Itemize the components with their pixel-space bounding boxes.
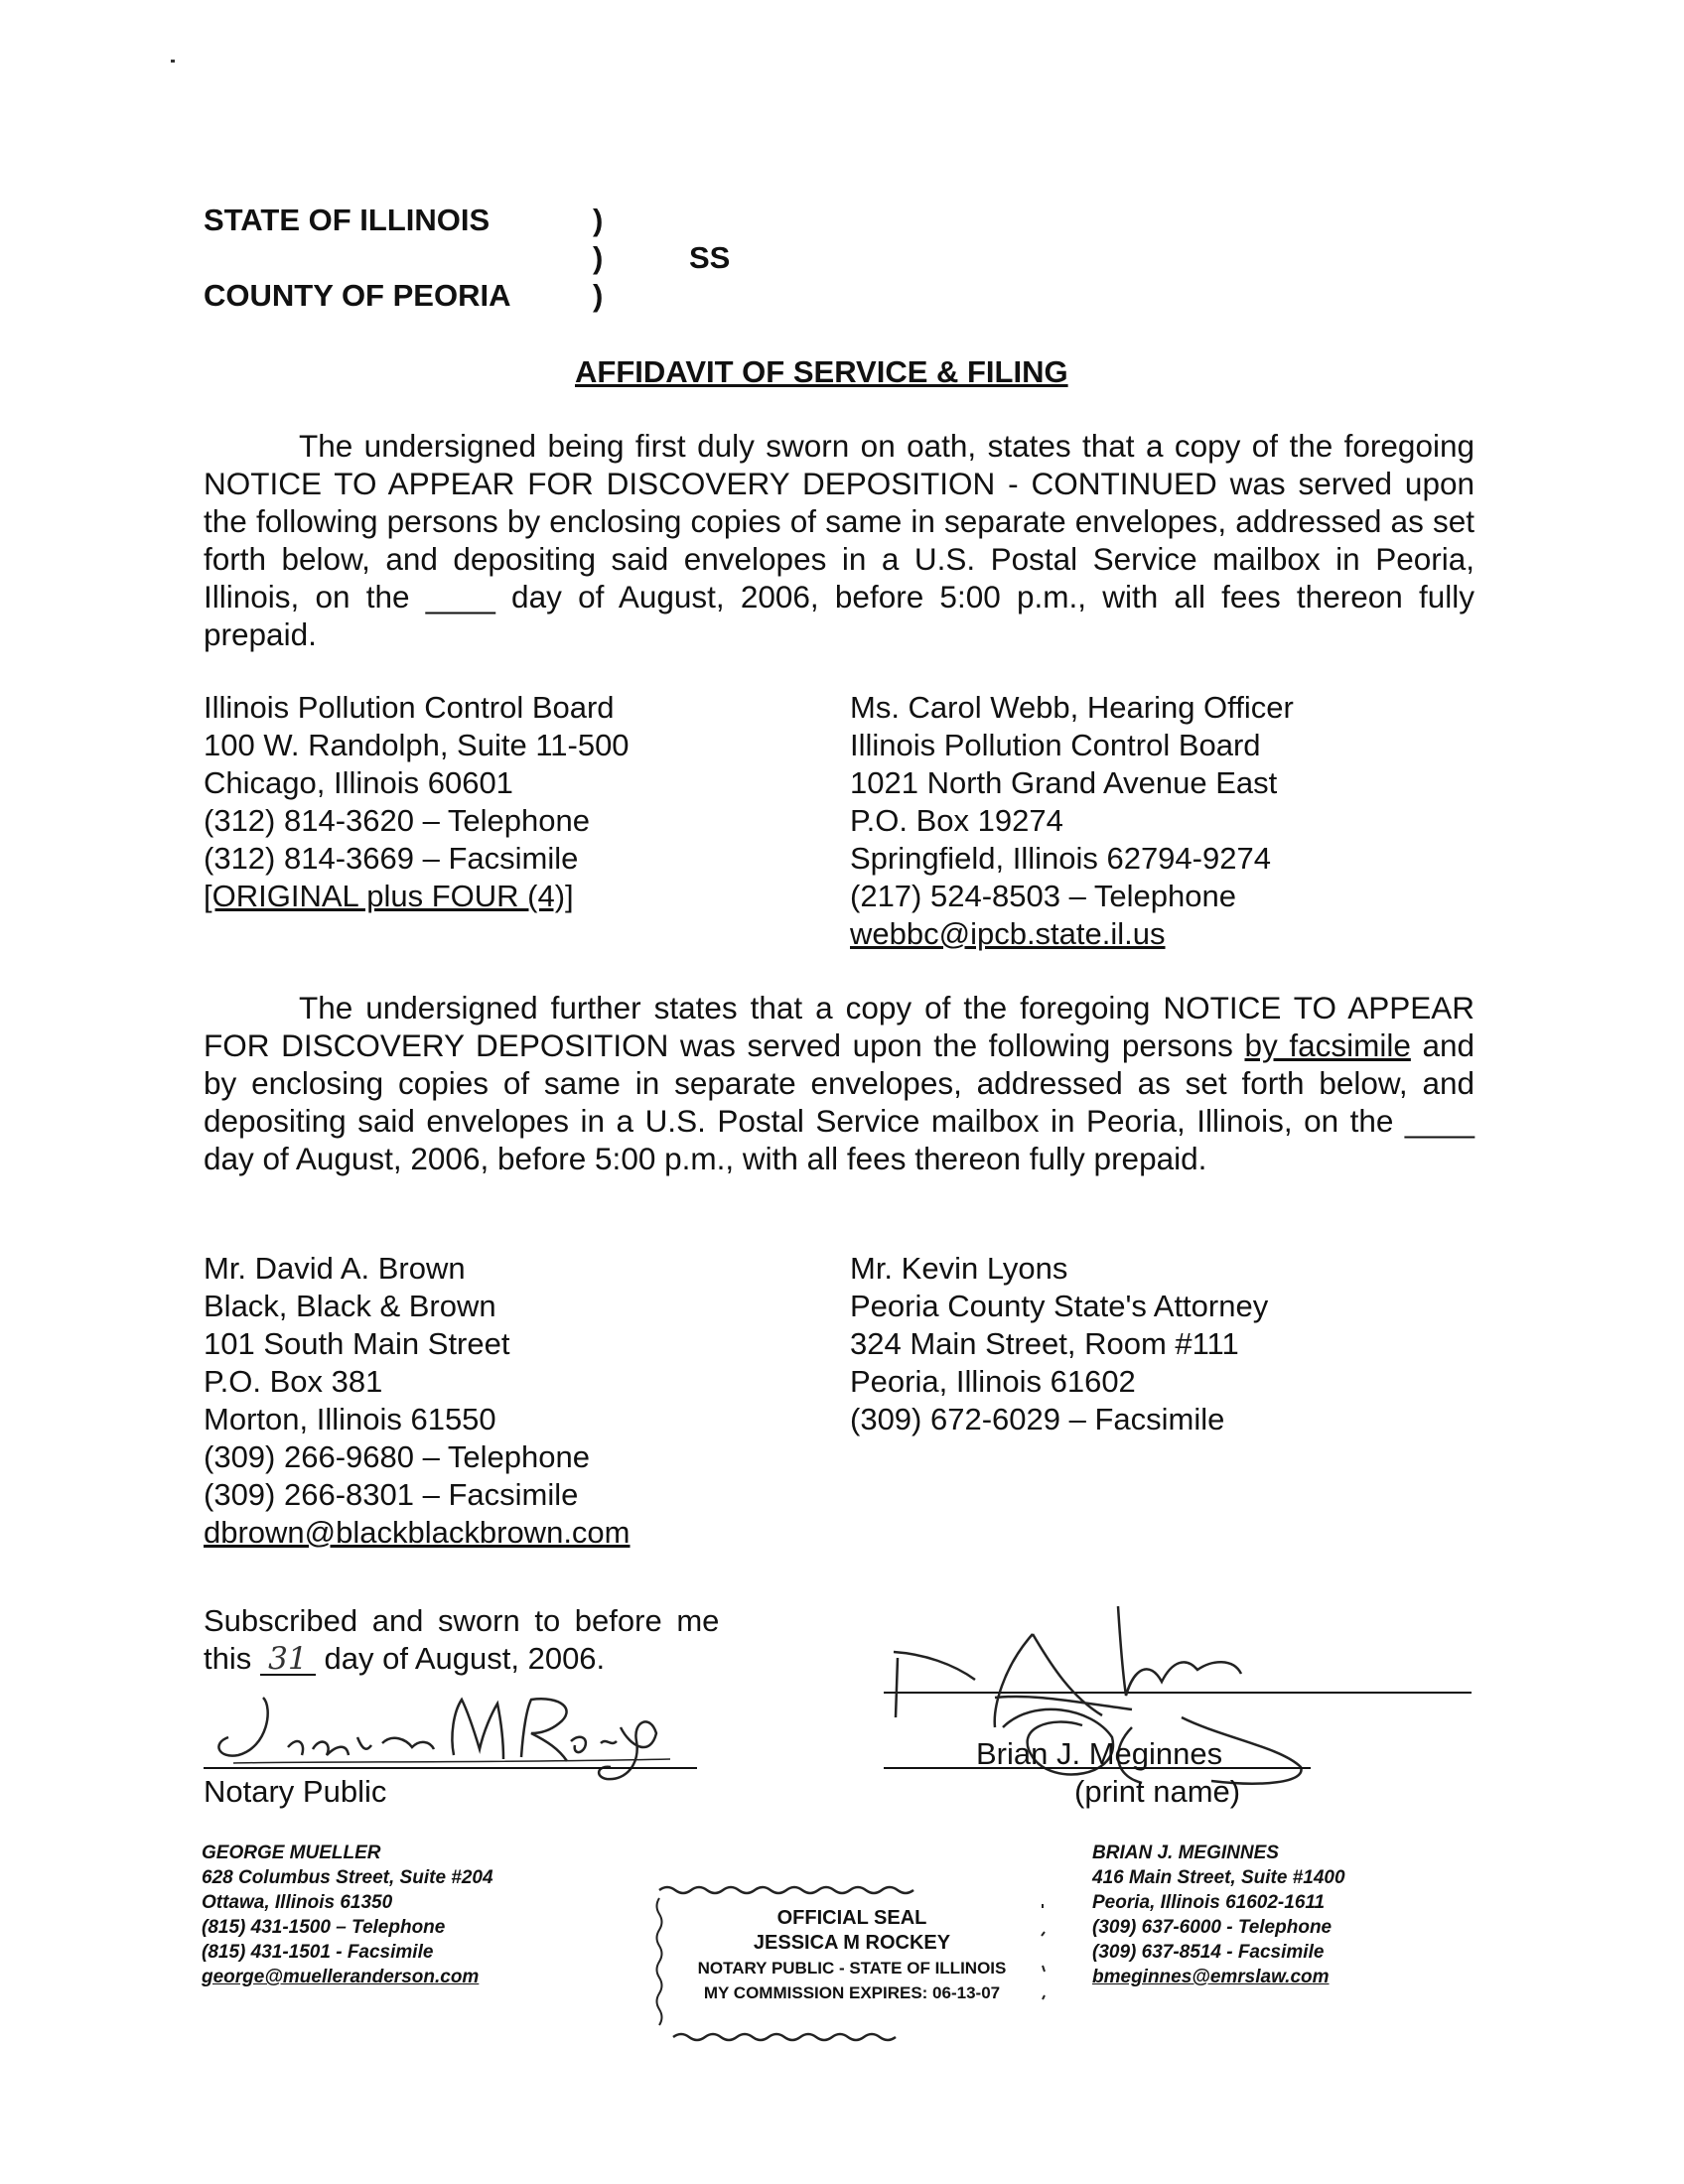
address-line: Chicago, Illinois 60601	[204, 765, 513, 800]
address-line: (309) 672-6029 – Facsimile	[850, 1402, 1225, 1436]
jurat-line-2	[204, 1640, 605, 1678]
address-hearing-officer	[850, 689, 1294, 953]
address-line: Peoria, Illinois 61602	[850, 1364, 1136, 1399]
caption-paren-2: )	[593, 240, 604, 275]
footer-attorney-meginnes	[1092, 1841, 1345, 1989]
address-line: Black, Black & Brown	[204, 1289, 496, 1323]
address-line: Mr. David A. Brown	[204, 1251, 466, 1286]
address-line: Peoria County State's Attorney	[850, 1289, 1269, 1323]
footer-line: (815) 431-1501 - Facsimile	[202, 1942, 434, 1963]
document-title: AFFIDAVIT OF SERVICE & FILING	[575, 354, 1068, 389]
paragraph-service	[204, 427, 1474, 653]
address-line: Illinois Pollution Control Board	[204, 690, 615, 725]
caption-ss: SS	[689, 240, 731, 275]
filing-note: [ORIGINAL plus FOUR (4)]	[204, 879, 574, 913]
seal-line-3: NOTARY PUBLIC - STATE OF ILLINOIS	[697, 1959, 1007, 1978]
footer-line: Ottawa, Illinois 61350	[202, 1892, 393, 1913]
paragraph-service-text: The undersigned being first duly sworn on oath, states that a copy of the foregoing NOTICE TO APPEAR FOR DISCOVERY DEPOSITION - CONTINUED was served upon the following persons by enclosing copies of same in separate envelopes, addressed as set forth below, and depositing said envelopes in a U.S. Postal Service mailbox in Peoria, Illinois, on the ____ day of August, 2006, before 5:00 p.m., with all fees thereon fully prepaid.	[204, 428, 1474, 652]
address-line: Illinois Pollution Control Board	[850, 728, 1261, 762]
jurat-day-handwritten: 31	[260, 1644, 316, 1676]
official-seal-stamp	[653, 1874, 1051, 2049]
address-line: 324 Main Street, Room #111	[850, 1326, 1239, 1361]
footer-line: GEORGE MUELLER	[202, 1843, 381, 1863]
address-line: (309) 266-9680 – Telephone	[204, 1439, 590, 1474]
footer-line: (815) 431-1500 – Telephone	[202, 1917, 446, 1938]
footer-line: BRIAN J. MEGINNES	[1092, 1843, 1279, 1863]
address-line: Ms. Carol Webb, Hearing Officer	[850, 690, 1294, 725]
address-line: (309) 266-8301 – Facsimile	[204, 1477, 579, 1512]
footer-line: (309) 637-8514 - Facsimile	[1092, 1942, 1325, 1963]
seal-line-1: OFFICIAL SEAL	[776, 1907, 927, 1929]
seal-line-2: JESSICA M ROCKEY	[753, 1932, 951, 1954]
email-link[interactable]: webbc@ipcb.state.il.us	[850, 916, 1166, 951]
address-line: (312) 814-3620 – Telephone	[204, 803, 590, 838]
caption-paren-1: )	[593, 203, 604, 237]
address-line: Morton, Illinois 61550	[204, 1402, 496, 1436]
footer-line: 416 Main Street, Suite #1400	[1092, 1867, 1345, 1888]
address-lyons	[850, 1250, 1268, 1438]
address-brown	[204, 1250, 631, 1552]
address-line: 1021 North Grand Avenue East	[850, 765, 1278, 800]
jurat-rest: day of August, 2006.	[324, 1641, 606, 1676]
paragraph-facsimile-part2: and by enclosing copies of same in separate envelopes, addressed as set forth below, and depositing said envelopes in a U.S. Postal Service mailbox in Peoria, Illinois, on the ____ day of August, 2006, before 5:00 p.m., with all fees thereon fully prepaid.	[204, 1027, 1475, 1176]
address-line: Mr. Kevin Lyons	[850, 1251, 1068, 1286]
address-line: (217) 524-8503 – Telephone	[850, 879, 1236, 913]
signer-print-name-label: (print name)	[1074, 1774, 1241, 1809]
address-line: Springfield, Illinois 62794-9274	[850, 841, 1271, 876]
notary-public-label: Notary Public	[204, 1774, 387, 1809]
address-line: (312) 814-3669 – Facsimile	[204, 841, 579, 876]
caption-state: STATE OF ILLINOIS	[204, 203, 491, 237]
footer-line: Peoria, Illinois 61602-1611	[1092, 1892, 1326, 1913]
signer-printed-name: Brian J. Meginnes	[976, 1736, 1223, 1771]
email-link[interactable]: george@muelleranderson.com	[202, 1967, 480, 1987]
address-line: P.O. Box 19274	[850, 803, 1063, 838]
address-line: 101 South Main Street	[204, 1326, 510, 1361]
caption-paren-3: )	[593, 278, 604, 313]
jurat-line-1: Subscribed and sworn to before me	[204, 1603, 720, 1638]
jurat-this: this	[204, 1641, 252, 1676]
paragraph-facsimile-service	[204, 989, 1474, 1177]
address-line: P.O. Box 381	[204, 1364, 383, 1399]
stray-mark	[171, 60, 175, 63]
email-link[interactable]: bmeginnes@emrslaw.com	[1092, 1967, 1330, 1987]
paragraph-facsimile-underlined: by facsimile	[1244, 1027, 1411, 1063]
seal-text	[653, 1906, 1051, 2005]
footer-attorney-mueller	[202, 1841, 493, 1989]
footer-line: 628 Columbus Street, Suite #204	[202, 1867, 493, 1888]
address-ipcb	[204, 689, 630, 915]
caption-county: COUNTY OF PEORIA	[204, 278, 511, 313]
footer-line: (309) 637-6000 - Telephone	[1092, 1917, 1333, 1938]
email-link[interactable]: dbrown@blackblackbrown.com	[204, 1515, 631, 1550]
address-line: 100 W. Randolph, Suite 11-500	[204, 728, 630, 762]
seal-line-4: MY COMMISSION EXPIRES: 06-13-07	[703, 1983, 1001, 2002]
notary-signature-line	[204, 1767, 697, 1769]
paragraph-facsimile-part1: The undersigned further states that a copy of the foregoing NOTICE TO APPEAR FOR DISCOVERY DEPOSITION was served upon the following persons	[204, 990, 1474, 1063]
